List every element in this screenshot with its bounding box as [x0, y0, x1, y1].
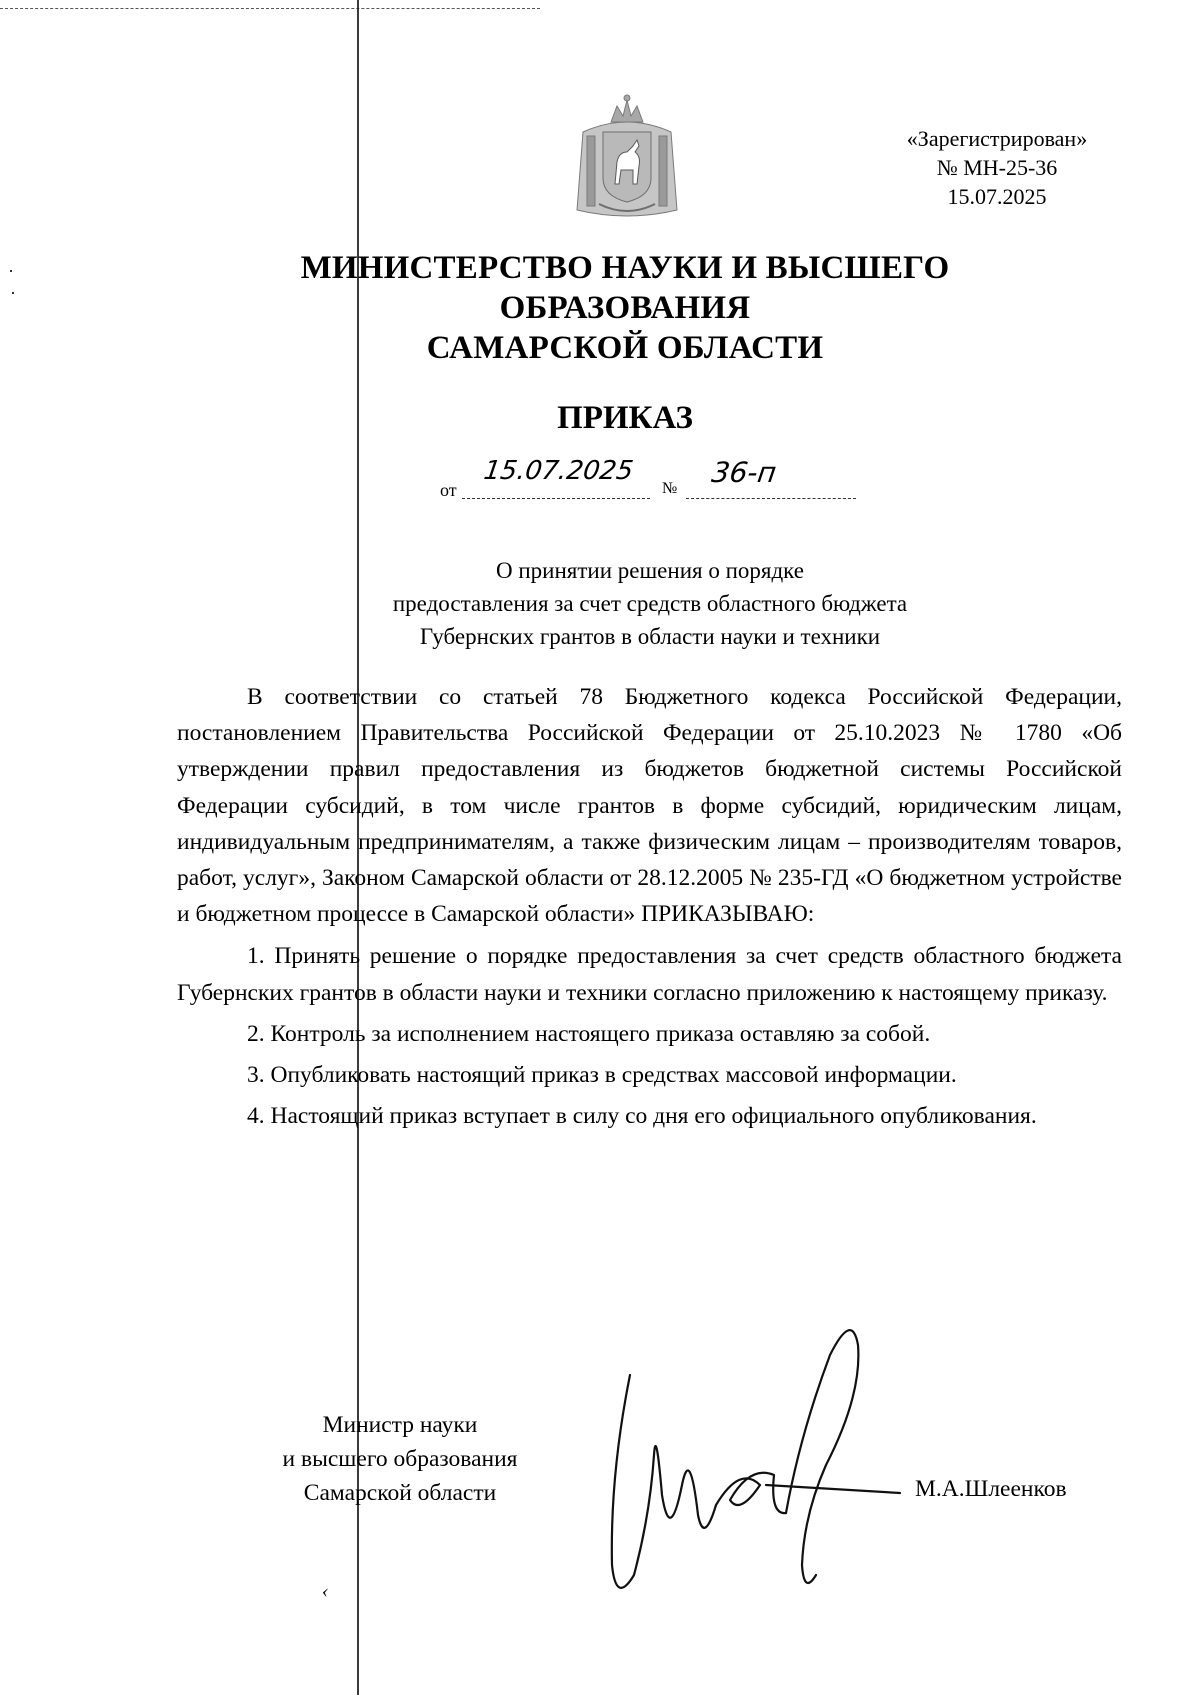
margin-mark: ‹ [322, 1580, 329, 1602]
registration-block [867, 124, 1127, 211]
number-underline [686, 498, 856, 499]
signatory-name: М.А.Шлеенков [915, 1476, 1067, 1502]
subject-line-2: предоставления за счет средств областного бюджета [392, 591, 908, 616]
handwritten-signature [590, 1315, 910, 1615]
date-underline [462, 498, 650, 499]
coat-of-arms-icon [573, 92, 681, 222]
order-item-1: 1. Принять решение о порядке предоставления за счет средств областного бюджета Губернских грантов в области науки и техники согласно приложению к настоящему приказу. [177, 943, 1122, 1006]
subject-line-1: О принятии решения о порядке [495, 558, 804, 583]
ministry-line-3: САМАРСКОЙ ОБЛАСТИ [426, 330, 824, 366]
ministry-header [250, 248, 1000, 368]
preamble-paragraph: В соответствии со статьей 78 Бюджетного кодекса Российской Федерации, постановлением Правительства Российской Федерации от 25.10.2023 № 1780 «Об утверждении правил предоставления из бюджетов бюджетной системы Российской Федерации субсидий, в том числе грантов в форме субсидий, юридическим лицам, индивидуальным предпринимателям, а также физическим лицам – производителям товаров, работ, услуг», Законом Самарской области от 28.12.2005 № 235-ГД «О бюджетном устройстве и бюджетном процессе в Самарской области» ПРИКАЗЫВАЮ: [177, 684, 1122, 928]
subject-line-3: Губернских грантов в области науки и техники [419, 624, 881, 649]
document-title: ПРИКАЗ [557, 400, 693, 436]
scan-speck [12, 292, 14, 294]
order-item-2: 2. Контроль за исполнением настоящего приказа оставляю за собой. [247, 1020, 931, 1047]
order-body [177, 679, 1122, 1134]
order-date-handwritten: 15.07.2025 [481, 456, 635, 486]
ministry-line-2: ОБРАЗОВАНИЯ [499, 290, 751, 326]
order-item-3: 3. Опубликовать настоящий приказ в средствах массовой информации. [247, 1062, 957, 1089]
registration-number: № МН-25-36 [936, 155, 1058, 180]
ministry-line-1: МИНИСТЕРСТВО НАУКИ И ВЫСШЕГО [300, 250, 950, 286]
position-line-1: Министр науки [322, 1412, 478, 1438]
scan-speck [10, 270, 12, 272]
number-label: № [662, 480, 678, 497]
date-label: от [440, 480, 457, 500]
position-line-3: Самарской области [303, 1480, 497, 1506]
position-line-2: и высшего образования [282, 1446, 518, 1472]
signatory-position [230, 1408, 570, 1510]
scan-edge-line [0, 8, 540, 9]
registration-date: 15.07.2025 [947, 184, 1047, 209]
registration-status: «Зарегистрирован» [906, 126, 1088, 151]
order-item-4: 4. Настоящий приказ вступает в силу со дня его официального опубликования. [247, 1103, 1037, 1130]
order-number-handwritten: 36-п [709, 456, 779, 489]
order-subject [300, 554, 1000, 653]
order-date-number [440, 456, 860, 502]
